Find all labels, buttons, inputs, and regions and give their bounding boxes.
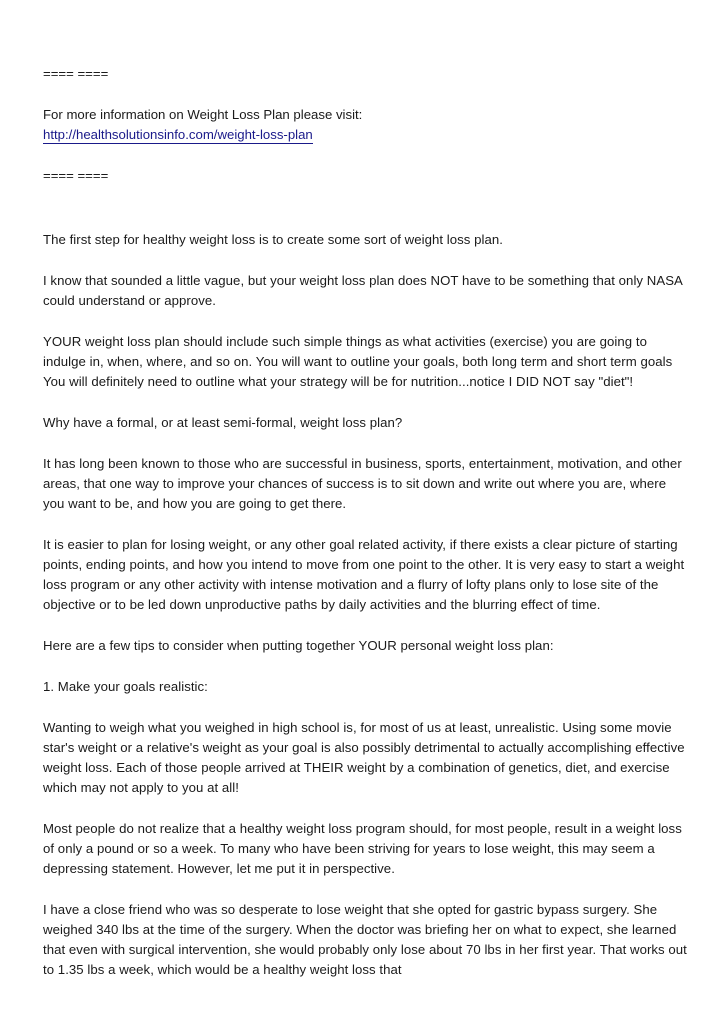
paragraph: I have a close friend who was so desperate to lose weight that she opted for gastric bypass surgery. She weighed 340 lbs at the time of the surgery. When the doctor was briefing her on what to expect, she learned that even with surgical intervention, she would probably only lose about 70 lbs in her first year. That works out to 1.35 lbs a week, which would be a healthy weight loss that (43, 902, 687, 977)
paragraph: The first step for healthy weight loss is to create some sort of weight loss plan. (43, 232, 504, 247)
separator-top: ==== ==== (43, 66, 109, 81)
paragraph: Most people do not realize that a healthy weight loss program should, for most people, result in a weight loss of only a pound or so a week. To many who have been striving for years to lose weight, this may seem a depressing statement. However, let me put it in perspective. (43, 821, 682, 876)
info-link[interactable]: http://healthsolutionsinfo.com/weight-loss-plan (43, 127, 313, 142)
paragraph: 1. Make your goals realistic: (43, 679, 208, 694)
paragraph: Here are a few tips to consider when putting together YOUR personal weight loss plan: (43, 638, 554, 653)
paragraph: Wanting to weigh what you weighed in high school is, for most of us at least, unrealistic. Using some movie star's weight or a relative's weight as your goal is also possibly detrimental to actually accomplishing effective weight loss. Each of those people arrived at THEIR weight by a combination of genetics, diet, and exercise which may not apply to you at all! (43, 720, 685, 795)
info-block (43, 105, 691, 145)
paragraph: YOUR weight loss plan should include such simple things as what activities (exercise) you are going to indulge in, when, where, and so on. You will want to outline your goals, both long term and short term goals You will definitely need to outline what your strategy will be for nutrition...notice I DID NOT say "diet"! (43, 334, 673, 389)
spacer (43, 207, 691, 230)
paragraph: It has long been known to those who are successful in business, sports, entertainment, motivation, and other areas, that one way to improve your chances of success is to sit down and write out where you are, where you want to be, and how you are going to get there. (43, 456, 682, 511)
paragraph: Why have a formal, or at least semi-formal, weight loss plan? (43, 415, 403, 430)
separator-bottom: ==== ==== (43, 168, 109, 183)
paragraph: It is easier to plan for losing weight, or any other goal related activity, if there exists a clear picture of starting points, ending points, and how you intend to move from one point to the other. It is very easy to start a weight loss program or any other activity with intense motivation and a flurry of lofty plans only to lose site of the objective or to be led down unproductive paths by daily activities and the blurring effect of time. (43, 537, 685, 612)
paragraph: I know that sounded a little vague, but your weight loss plan does NOT have to be something that only NASA could understand or approve. (43, 273, 683, 308)
document-page (43, 64, 691, 1001)
info-text: For more information on Weight Loss Plan please visit: (43, 107, 363, 122)
